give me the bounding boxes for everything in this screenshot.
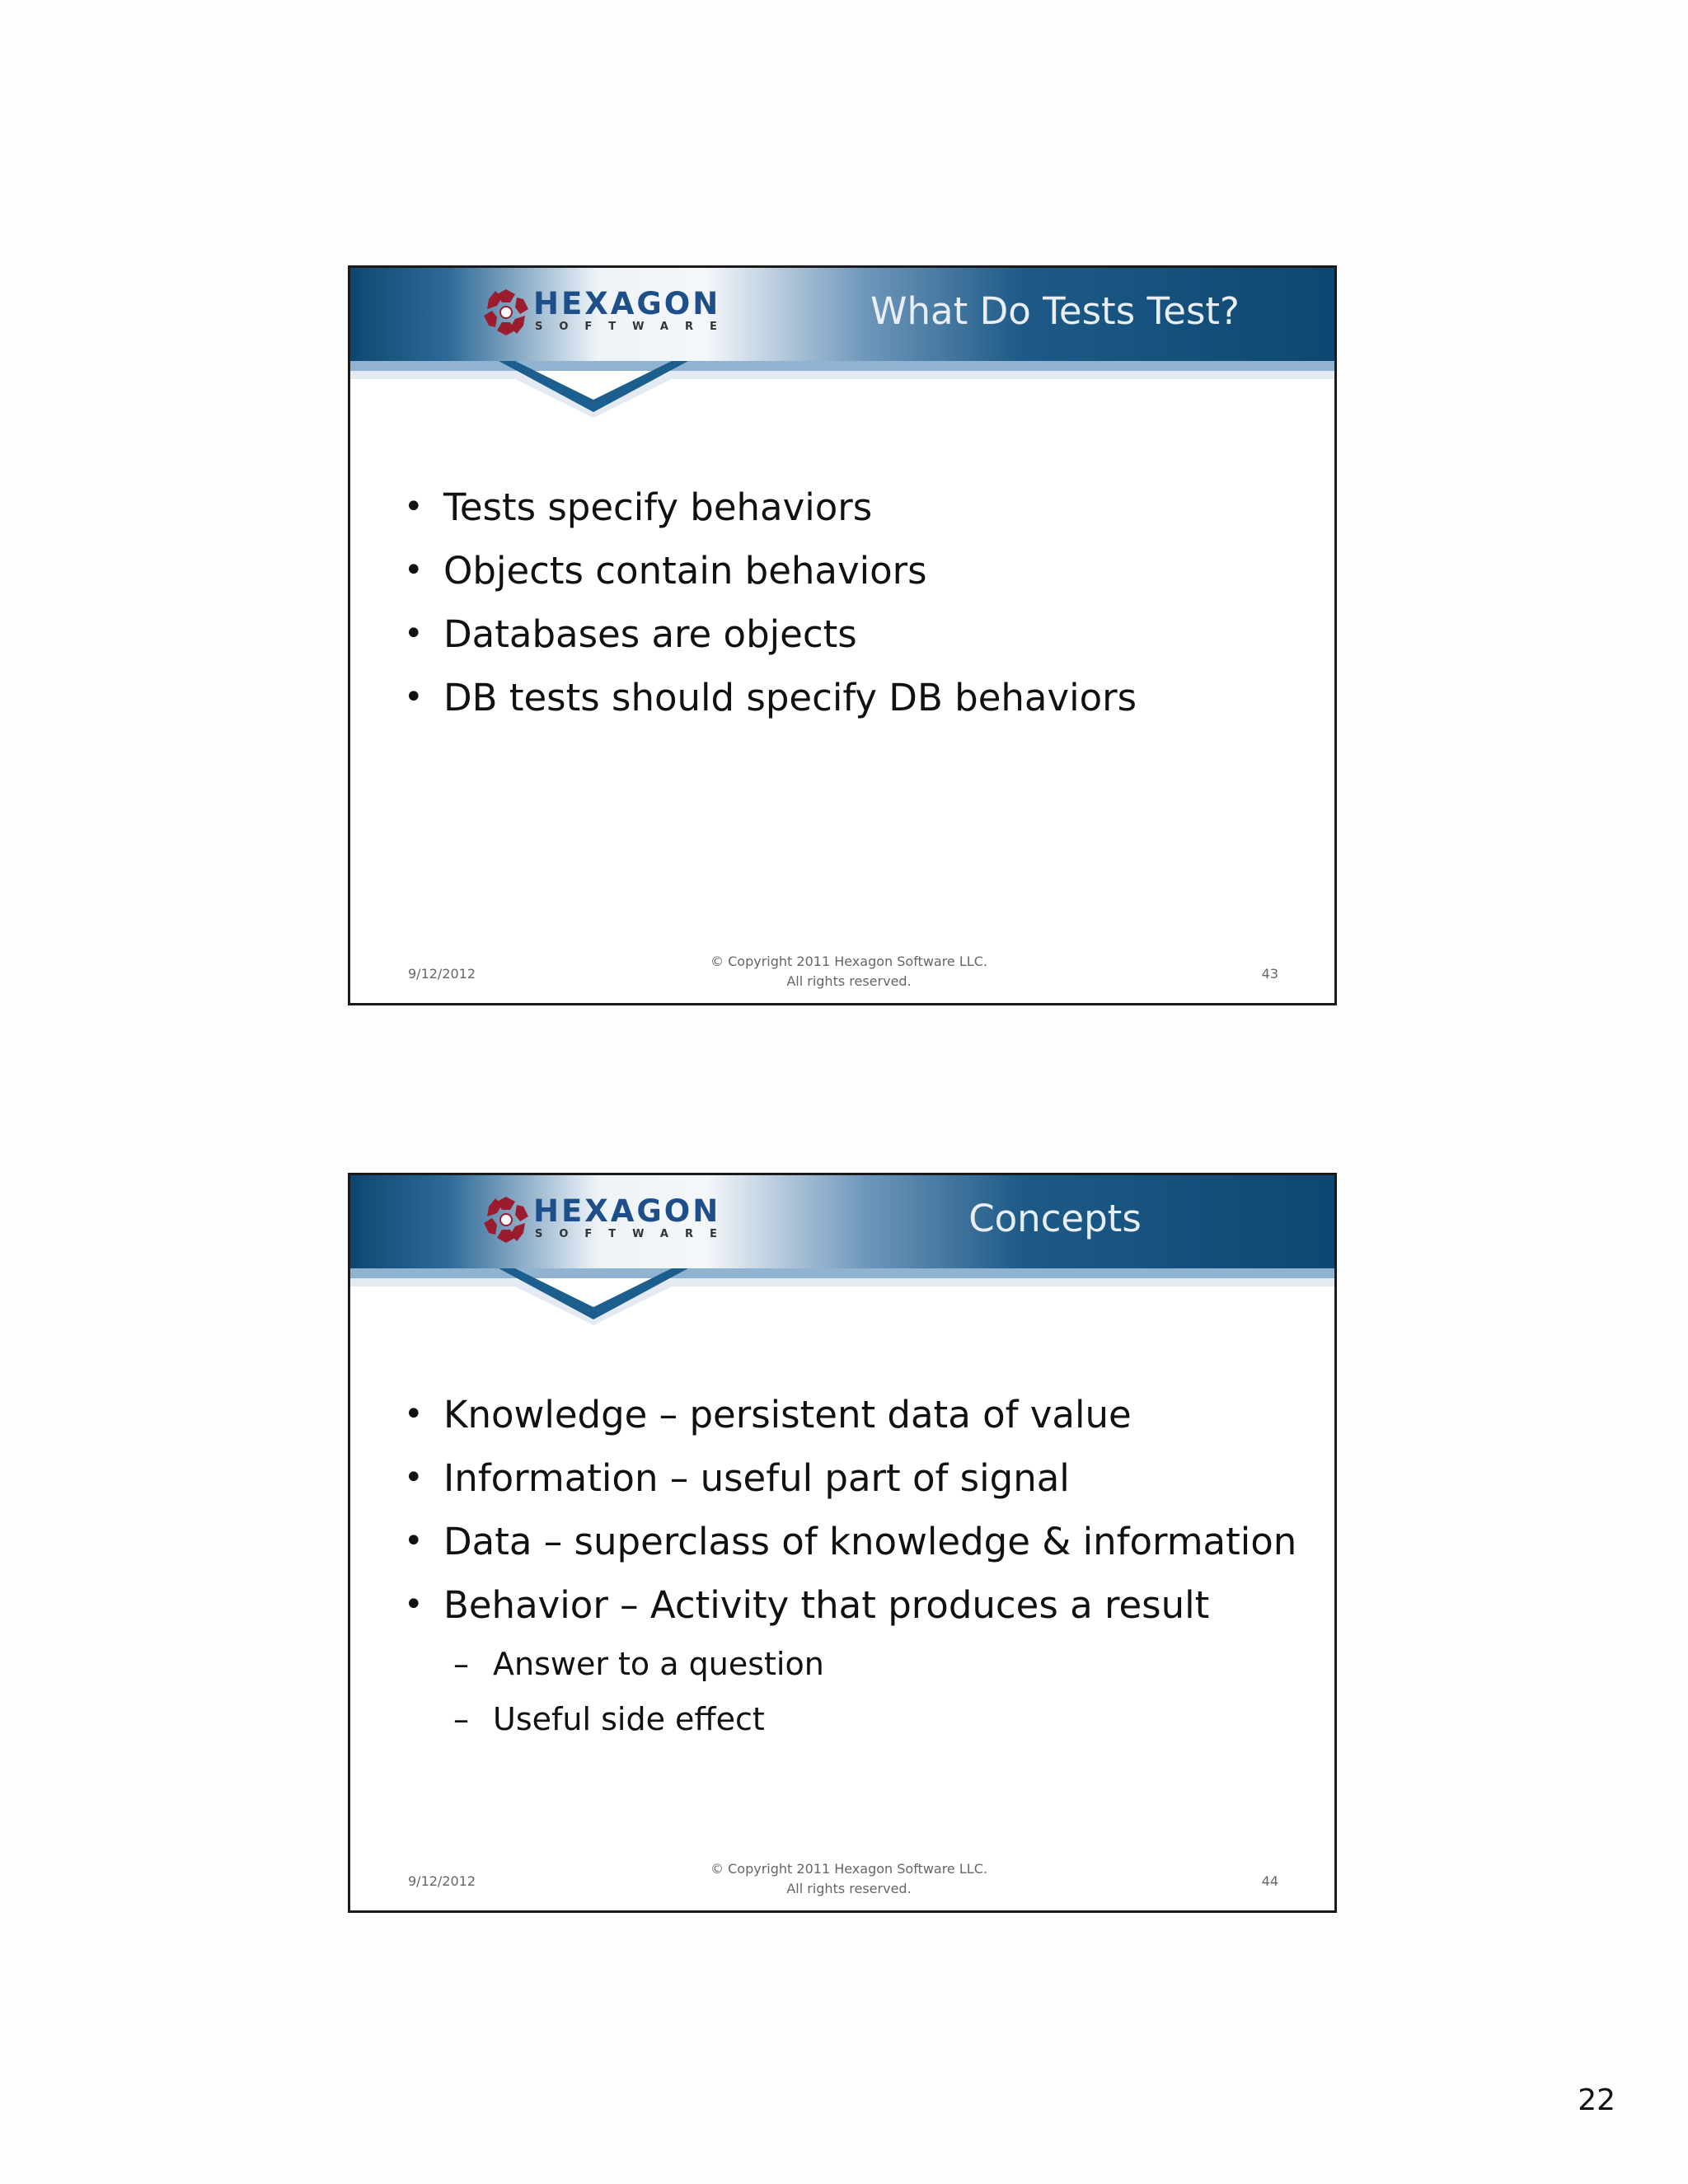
bullet-item: • Behavior – Activity that produces a result [404, 1573, 1319, 1637]
logo-wordmark: HEXAGON [533, 286, 721, 321]
slide-44 [348, 1173, 1337, 1913]
footer-date: 9/12/2012 [408, 1873, 476, 1889]
footer-date: 9/12/2012 [408, 966, 476, 982]
logo-tagline: SOFTWARE [535, 321, 734, 333]
bullet-item: • Objects contain behaviors [404, 539, 1319, 602]
bullet-item: • Tests specify behaviors [404, 476, 1319, 539]
bullet-item: • Data – superclass of knowledge & information [404, 1510, 1319, 1573]
slide-43 [348, 265, 1337, 1005]
bullet-dot: • [404, 551, 424, 589]
bullet-dot: • [404, 488, 424, 526]
slide-title: What Do Tests Test? [870, 289, 1240, 333]
copyright-line-2: All rights reserved. [786, 1881, 912, 1896]
bullet-dot: • [404, 1395, 424, 1433]
bullet-dot: • [404, 1586, 424, 1624]
footer-copyright [680, 1859, 1018, 1899]
bullet-item: • DB tests should specify DB behaviors [404, 666, 1319, 729]
hexagon-logo-icon [482, 288, 530, 337]
slide-number: 43 [1261, 966, 1278, 982]
bullet-item: • Knowledge – persistent data of value [404, 1383, 1319, 1446]
bullet-item: • Databases are objects [404, 602, 1319, 666]
hexagon-logo [482, 286, 734, 337]
bullet-dot: • [404, 1522, 424, 1560]
copyright-line-1: © Copyright 2011 Hexagon Software LLC. [710, 1861, 987, 1877]
page-number: 22 [1578, 2083, 1615, 2117]
logo-tagline: SOFTWARE [535, 1228, 734, 1240]
bullet-dot: • [404, 615, 424, 653]
sub-bullet-dash: – [453, 1701, 469, 1737]
bullet-item: • Information – useful part of signal [404, 1446, 1319, 1510]
logo-wordmark: HEXAGON [533, 1193, 721, 1229]
copyright-line-1: © Copyright 2011 Hexagon Software LLC. [710, 954, 987, 969]
copyright-line-2: All rights reserved. [786, 973, 912, 989]
sub-bullet-dash: – [453, 1646, 469, 1682]
slide-number: 44 [1261, 1873, 1278, 1889]
bullet-dot: • [404, 1459, 424, 1497]
bullet-list [404, 476, 1319, 729]
slide-title: Concepts [968, 1197, 1142, 1240]
bullet-list [404, 1383, 1319, 1747]
sub-bullet-item: – Useful side effect [404, 1692, 1319, 1747]
sub-bullet-item: – Answer to a question [404, 1637, 1319, 1692]
bullet-dot: • [404, 678, 424, 716]
hexagon-logo [482, 1193, 734, 1244]
footer-copyright [680, 952, 1018, 991]
hexagon-logo-icon [482, 1195, 530, 1244]
